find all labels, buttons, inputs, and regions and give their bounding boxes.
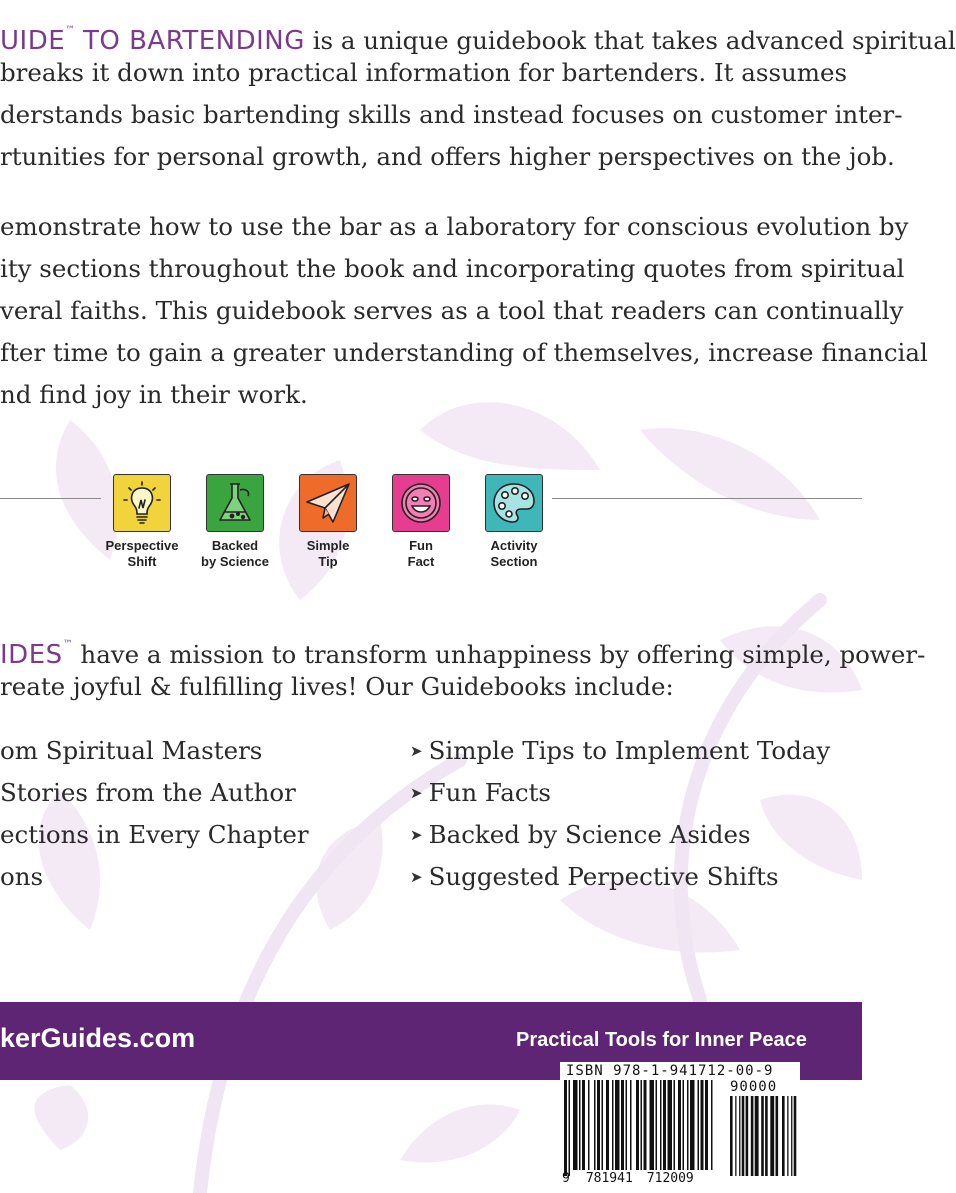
brand-guides: IDES bbox=[0, 640, 63, 670]
method-line-3: veral faiths. This guidebook serves as a tool that readers can continually bbox=[0, 296, 904, 325]
list-item bbox=[410, 856, 830, 898]
barcode-bar bbox=[636, 1080, 639, 1170]
barcode-bar bbox=[626, 1080, 628, 1170]
icon-label-simple-tip bbox=[282, 538, 374, 570]
trademark-mark: ™ bbox=[65, 25, 76, 36]
icon-label-line: Shift bbox=[127, 554, 157, 569]
list-item-text: Simple Tips to Implement Today bbox=[428, 736, 831, 765]
barcode-bar bbox=[698, 1080, 700, 1170]
barcode-bar bbox=[687, 1080, 689, 1170]
list-item: ons bbox=[0, 862, 44, 891]
list-item bbox=[410, 772, 830, 814]
barcode-bar bbox=[705, 1080, 708, 1170]
barcode-bar bbox=[612, 1080, 614, 1170]
barcode-bar bbox=[582, 1080, 585, 1170]
icon-label-line: Simple bbox=[306, 538, 350, 553]
addon-bar bbox=[751, 1096, 754, 1176]
intro-line-1-text: is a unique guidebook that takes advanced spiritual bbox=[304, 26, 956, 55]
method-paragraph bbox=[0, 206, 928, 416]
addon-bar bbox=[787, 1096, 788, 1176]
barcode-bar bbox=[668, 1080, 673, 1170]
feature-list-right bbox=[410, 730, 830, 898]
icon-perspective-shift bbox=[96, 474, 188, 570]
barcode-bar bbox=[615, 1080, 620, 1170]
icon-label-line: Fun bbox=[409, 538, 433, 553]
list-item: Stories from the Author bbox=[0, 778, 296, 807]
intro-line-1 bbox=[0, 10, 956, 56]
icon-simple-tip bbox=[282, 474, 374, 570]
smiley-icon bbox=[392, 474, 450, 532]
price-addon-code: 90000 bbox=[730, 1079, 778, 1095]
addon-bar bbox=[770, 1096, 774, 1176]
list-item-text: Backed by Science Asides bbox=[428, 820, 751, 849]
icon-label-fun-fact bbox=[375, 538, 467, 570]
arrow-bullet-icon: ➤ bbox=[410, 742, 423, 760]
barcode-bar bbox=[597, 1080, 600, 1170]
palette-icon bbox=[485, 474, 543, 532]
barcode-bar bbox=[564, 1080, 567, 1176]
mission-line-2: reate joyful & fulfilling lives! Our Guidebooks include: bbox=[0, 672, 674, 701]
list-item bbox=[410, 814, 830, 856]
barcode-bar bbox=[573, 1080, 578, 1170]
lightbulb-icon bbox=[113, 474, 171, 532]
barcode-bar bbox=[602, 1080, 604, 1170]
addon-bar bbox=[730, 1096, 733, 1176]
list-item-text: Fun Facts bbox=[428, 778, 552, 807]
palette-icon-graphic bbox=[489, 478, 539, 528]
divider-left bbox=[0, 498, 101, 499]
icon-label-line: Activity bbox=[490, 538, 538, 553]
flask-icon bbox=[206, 474, 264, 532]
method-line-5: nd find joy in their work. bbox=[0, 380, 308, 409]
addon-bar bbox=[742, 1096, 745, 1176]
addon-bar bbox=[755, 1096, 759, 1176]
barcode-bar bbox=[678, 1080, 681, 1170]
flask-icon-graphic bbox=[210, 478, 260, 528]
lightbulb-icon-graphic bbox=[117, 478, 167, 528]
intro-line-2: breaks it down into practical information for bartenders. It assumes bbox=[0, 58, 848, 87]
icon-fun-fact bbox=[375, 474, 467, 570]
addon-bar bbox=[791, 1096, 792, 1176]
icon-label-backed-by-science bbox=[189, 538, 281, 570]
list-item: ections in Every Chapter bbox=[0, 820, 309, 849]
addon-bar bbox=[794, 1096, 797, 1176]
paper-plane-icon-graphic bbox=[303, 478, 353, 528]
barcode-digit-group-1: 781941 bbox=[585, 1171, 633, 1186]
barcode-bar bbox=[650, 1080, 655, 1170]
addon-bar bbox=[739, 1096, 740, 1176]
addon-bar bbox=[746, 1096, 749, 1176]
smiley-icon-graphic bbox=[396, 478, 446, 528]
tagline: Practical Tools for Inner Peace bbox=[516, 1029, 807, 1051]
barcode bbox=[564, 1080, 800, 1176]
website-url[interactable]: kerGuides.com bbox=[0, 1023, 196, 1053]
arrow-bullet-icon: ➤ bbox=[410, 784, 423, 802]
icon-activity-section bbox=[468, 474, 560, 570]
icon-label-activity-section bbox=[468, 538, 560, 570]
icon-label-line: Tip bbox=[318, 554, 338, 569]
barcode-digits bbox=[562, 1171, 700, 1186]
icon-label-line: Backed bbox=[211, 538, 259, 553]
intro-paragraph bbox=[0, 10, 956, 178]
barcode-bar bbox=[606, 1080, 609, 1170]
barcode-bar bbox=[660, 1080, 662, 1170]
intro-line-4: rtunities for personal growth, and offers higher perspectives on the job. bbox=[0, 142, 895, 171]
intro-line-3: derstands basic bartending skills and instead focuses on customer inter- bbox=[0, 100, 903, 129]
barcode-bar bbox=[569, 1080, 571, 1176]
method-line-2: ity sections throughout the book and incorporating quotes from spiritual bbox=[0, 254, 905, 283]
barcode-bar bbox=[663, 1080, 666, 1170]
icon-label-line: by Science bbox=[201, 554, 269, 569]
barcode-bar bbox=[594, 1080, 596, 1170]
brand-guide: UIDE bbox=[0, 26, 66, 56]
brand-to-bartending: TO BARTENDING bbox=[82, 26, 305, 56]
list-item: om Spiritual Masters bbox=[0, 736, 263, 765]
barcode-bar bbox=[690, 1080, 695, 1170]
barcode-bar bbox=[630, 1080, 632, 1170]
barcode-bar bbox=[711, 1080, 713, 1170]
mission-line-1 bbox=[0, 624, 926, 670]
addon-bar bbox=[735, 1096, 736, 1176]
feature-list-left bbox=[0, 730, 309, 898]
barcode-digit-group-2: 712009 bbox=[646, 1171, 694, 1186]
barcode-bar bbox=[644, 1080, 647, 1170]
icon-label-line: Fact bbox=[407, 554, 435, 569]
barcode-bar bbox=[701, 1080, 704, 1170]
barcode-bar bbox=[588, 1080, 590, 1170]
addon-bar bbox=[782, 1096, 785, 1176]
addon-bar bbox=[776, 1096, 779, 1176]
mission-line-1-text: have a mission to transform unhappiness by offering simple, power- bbox=[72, 640, 926, 669]
barcode-bar bbox=[683, 1080, 685, 1170]
list-item bbox=[410, 730, 830, 772]
arrow-bullet-icon: ➤ bbox=[410, 826, 423, 844]
icon-label-perspective-shift bbox=[96, 538, 188, 570]
divider-right bbox=[552, 498, 862, 499]
arrow-bullet-icon: ➤ bbox=[410, 868, 423, 886]
barcode-bar bbox=[641, 1080, 643, 1170]
method-line-4: fter time to gain a greater understanding of themselves, increase financial bbox=[0, 338, 928, 367]
paper-plane-icon bbox=[299, 474, 357, 532]
barcode-bar bbox=[656, 1080, 658, 1170]
isbn-number: ISBN 978-1-941712-00-9 bbox=[566, 1063, 774, 1079]
list-item-text: Suggested Perpective Shifts bbox=[428, 862, 779, 891]
icon-label-line: Section bbox=[490, 554, 538, 569]
barcode-digit-lead: 9 bbox=[562, 1171, 570, 1186]
barcode-bar bbox=[579, 1080, 581, 1170]
trademark-mark: ™ bbox=[62, 639, 73, 650]
icon-label-line: Perspective bbox=[105, 538, 179, 553]
barcode-bar bbox=[621, 1080, 624, 1170]
icon-backed-by-science bbox=[189, 474, 281, 570]
addon-bar bbox=[765, 1096, 768, 1176]
method-line-1: emonstrate how to use the bar as a laboratory for conscious evolution by bbox=[0, 212, 909, 241]
addon-bar bbox=[761, 1096, 764, 1176]
barcode-bar bbox=[674, 1080, 676, 1170]
mission-paragraph bbox=[0, 624, 926, 708]
